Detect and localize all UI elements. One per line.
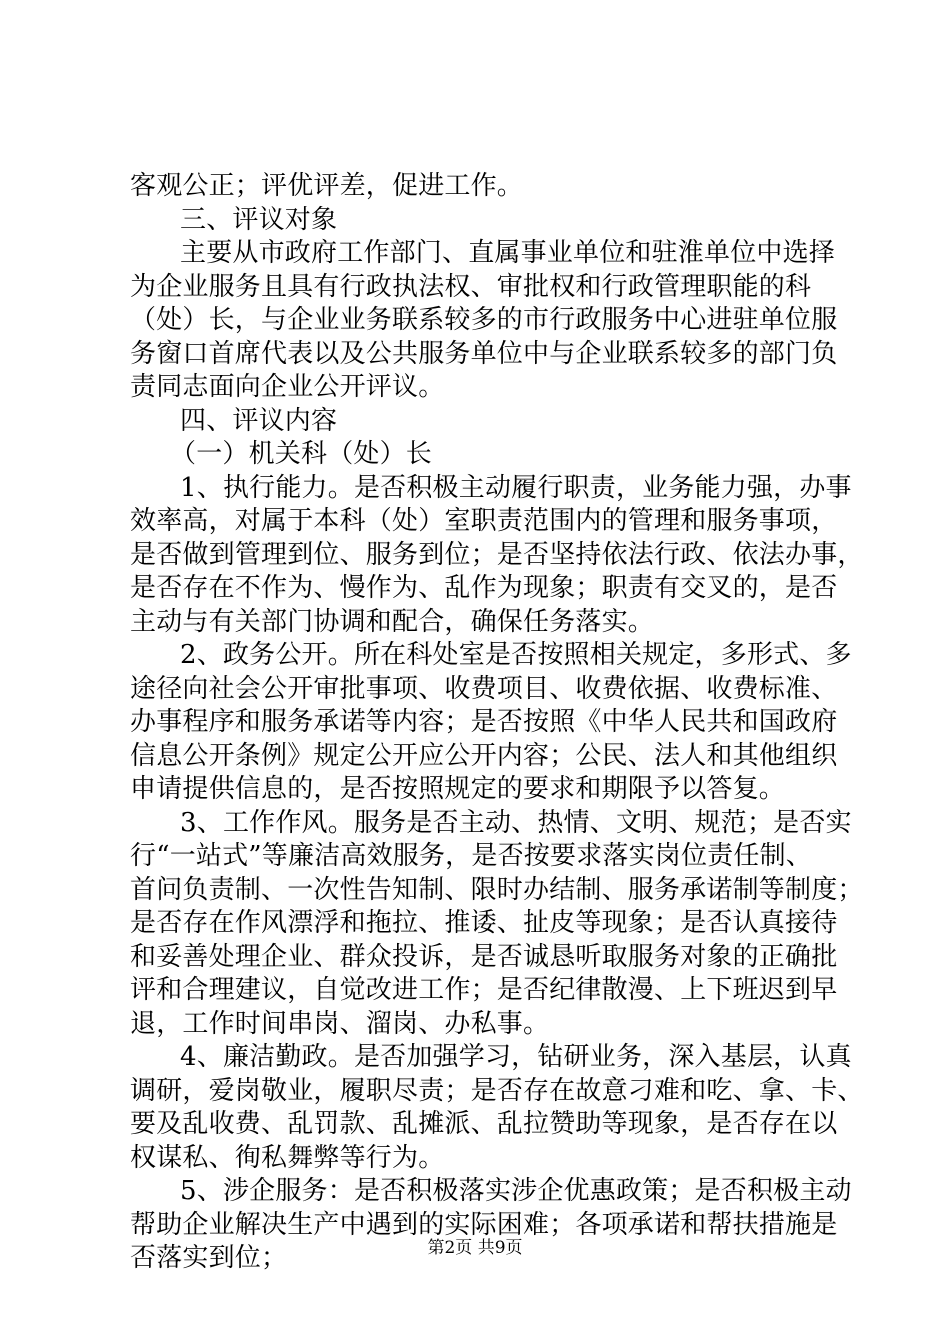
document-body	[130, 170, 864, 1276]
text-line: 帮助企业解决生产中遇到的实际困难；各项承诺和帮扶措施是	[130, 1209, 838, 1240]
text-line: 信息公开条例》规定公开应公开内容；公民、法人和其他组织	[130, 740, 838, 771]
paragraph	[130, 1175, 852, 1276]
text-line: （一）机关科（处）长	[170, 439, 433, 469]
text-line: 申请提供信息的，是否按照规定的要求和期限予以答复。	[130, 774, 786, 804]
text-line: 和妥善处理企业、群众投诉，是否诚恳听取服务对象的正确批	[130, 941, 838, 972]
text-line: 权谋私、徇私舞弊等行为。	[130, 1142, 445, 1173]
text-line: 办事程序和服务承诺等内容；是否按照《中华人民共和国政府	[130, 707, 838, 737]
text-line: 主动与有关部门协调和配合，确保任务落实。	[130, 606, 655, 637]
text-line: 4、廉洁勤政。是否加强学习，钻研业务，深入基层，认真	[180, 1042, 852, 1072]
text-line: 5、涉企服务：是否积极落实涉企优惠政策；是否积极主动	[180, 1176, 852, 1206]
text-line: 主要从市政府工作部门、直属事业单位和驻淮单位中选择	[180, 238, 836, 268]
text-line: （处）长，与企业业务联系较多的市行政服务中心进驻单位服	[130, 305, 838, 335]
text-line: 为企业服务且具有行政执法权、审批权和行政管理职能的科	[130, 271, 812, 302]
paragraph	[130, 639, 852, 807]
text-line: 四、评议内容	[180, 405, 338, 436]
paragraph	[130, 438, 830, 472]
text-line: 3、工作作风。服务是否主动、热情、文明、规范；是否实	[180, 807, 852, 838]
page-footer	[0, 1238, 950, 1258]
text-line: 2、政务公开。所在科处室是否按照相关规定，多形式、多	[180, 640, 852, 670]
text-line: 效率高，对属于本科（处）室职责范围内的管理和服务事项，	[130, 506, 838, 536]
paragraph	[130, 405, 830, 439]
text-line: 三、评议对象	[180, 204, 338, 235]
text-line: 1、执行能力。是否积极主动履行职责，业务能力强，办事	[180, 472, 852, 503]
text-line: 客观公正；评优评差，促进工作。	[130, 171, 524, 201]
text-line: 是否做到管理到位、服务到位；是否坚持依法行政、依法办事，	[130, 539, 864, 570]
text-line: 首问负责制、一次性告知制、限时办结制、服务承诺制等制度；	[130, 874, 864, 905]
text-line: 退，工作时间串岗、溜岗、办私事。	[130, 1008, 550, 1039]
text-line: 评和合理建议，自觉改进工作；是否纪律散漫、上下班迟到早	[130, 975, 838, 1005]
text-line: 要及乱收费、乱罚款、乱摊派、乱拉赞助等现象，是否存在以	[130, 1109, 838, 1139]
text-line: 务窗口首席代表以及公共服务单位中与企业联系较多的部门负	[130, 338, 838, 369]
paragraph	[130, 1041, 864, 1175]
text-line: 调研，爱岗敬业，履职尽责；是否存在故意刁难和吃、拿、卡、	[130, 1075, 864, 1106]
text-line: 责同志面向企业公开评议。	[130, 372, 445, 402]
paragraph	[130, 170, 830, 204]
paragraph	[130, 472, 864, 640]
text-line: 否落实到位；	[130, 1243, 288, 1273]
paragraph	[130, 807, 864, 1042]
text-line: 途径向社会公开审批事项、收费项目、收费依据、收费标准、	[130, 673, 838, 704]
text-line: 是否存在作风漂浮和拖拉、推诿、扯皮等现象；是否认真接待	[130, 908, 838, 938]
page-number-label: 第2页 共9页	[427, 1238, 523, 1258]
text-line: 行“一站式”等廉洁高效服务，是否按要求落实岗位责任制、	[130, 841, 812, 871]
text-line: 是否存在不作为、慢作为、乱作为现象；职责有交叉的，是否	[130, 573, 838, 603]
paragraph	[130, 237, 838, 405]
paragraph	[130, 204, 830, 238]
